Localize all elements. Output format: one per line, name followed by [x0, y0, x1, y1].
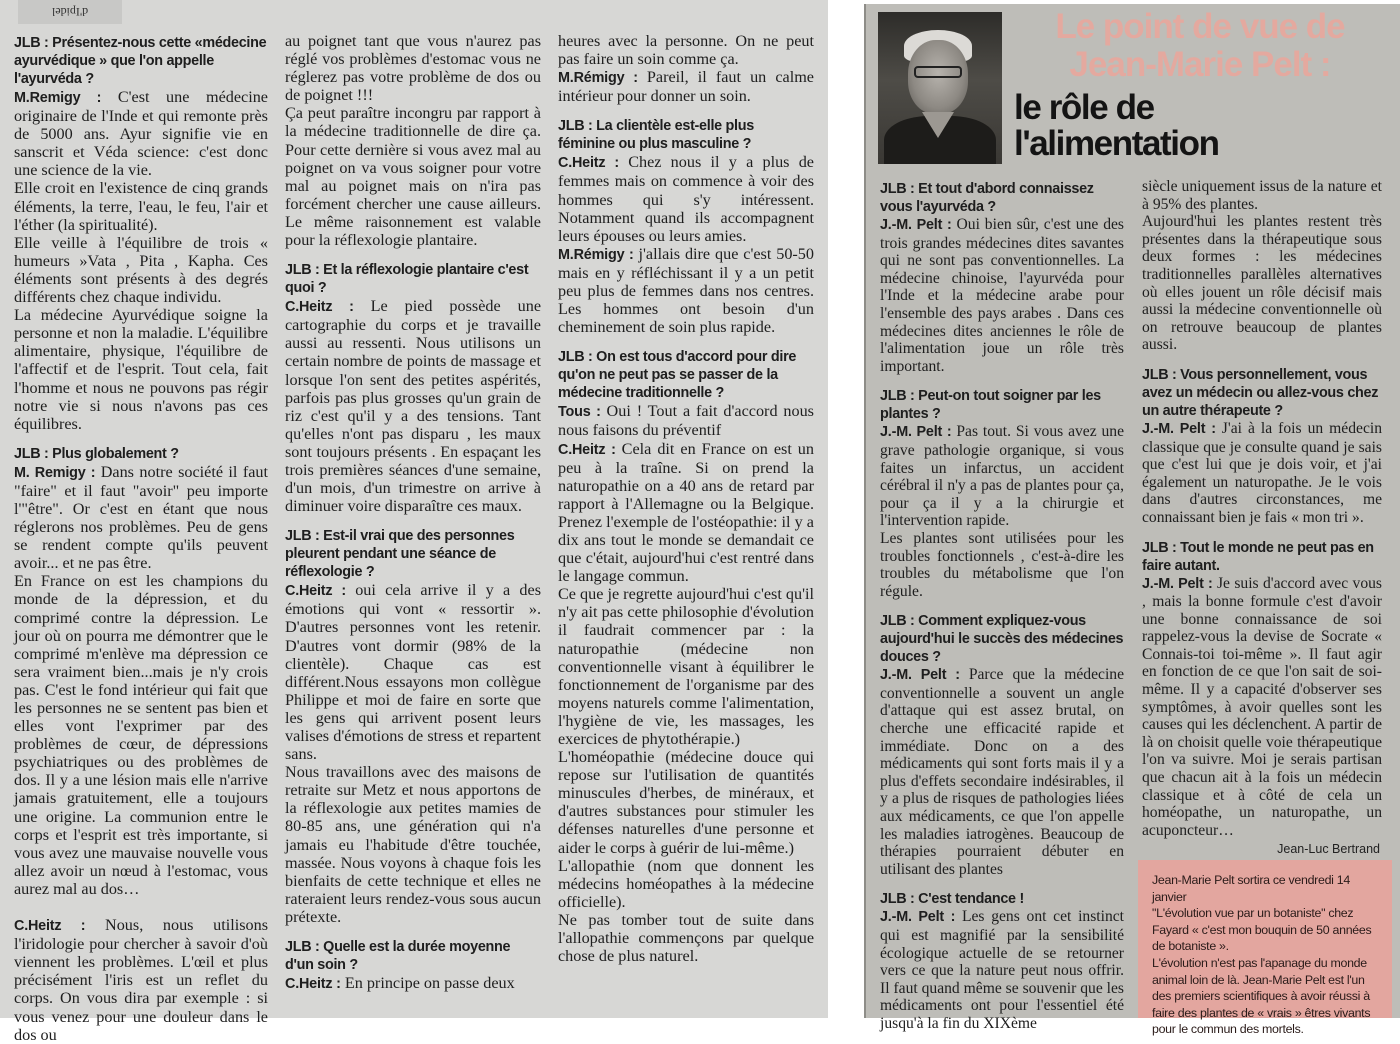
speaker-name: C.Heitz :: [285, 299, 354, 316]
column-4: [880, 180, 1124, 1033]
answer-text: Le pied possède une cartographie du corps et je travaille aussi au ressenti. Nous utilisons un certain nombre de points de massage et lorsque l'on sent des petites aspérités, parfois pas plus grosses qu'un grain de riz c'est qu'il y a des tensions. Tant qu'elles n'ont pas disparu , les maux sont toujours présents . En espaçant les trois premières séances d'une semaine, d'un mois, d'un trimestre on arrive à diminuer voire disparaître ces maux.: [285, 297, 541, 516]
paragraph: La médecine Ayurvédique soigne la personne et non la maladie. L'équilibre alimentaire, physique, l'équilibre de l'affectif et de l'esprit. Tout cela, fait l'homme et nous ne pouvons pas régir notre vie si nous n'avons pas ces équilibres.: [14, 306, 268, 433]
interview-answer: [1142, 420, 1382, 527]
interview-answer: [14, 916, 268, 1044]
paragraph: Ne pas tomber tout de suite dans l'allopathie commençons par quelque chose de plus naturel.: [558, 910, 814, 966]
speaker-name: M.Rémigy :: [558, 246, 634, 263]
interview-question: JLB : Et la réflexologie plantaire c'est quoi ?: [285, 262, 529, 297]
paragraph: Aujourd'hui les plantes restent très présentes dans la thérapeutique sous deux formes : les médecines traditionnelles parallèles alternatives où elles jouent un rôle décisif mais aussi la médecine conventionnelle où on retrouve beaucoup de plantes aussi.: [1142, 213, 1382, 354]
interview-answer: [880, 666, 1124, 878]
answer-text: C'est une médecine originaire de l'Inde et qui remonte près de 5000 ans. Ayur signifie vie en sanscrit et Véda science: c'est donc une science de la vie.: [14, 88, 268, 180]
answer-text: Oui bien sûr, c'est une des trois grandes médecines dites savantes qui ne sont pas conventionnelles. La médecine chinoise, l'ayurvéda pour l'Inde et la médecine arabe pour l'ensemble des pays arabes . Dans ces médecines dites anciennes le rôle de l'alimentation joue un rôle très important.: [880, 216, 1124, 375]
column-2: [285, 32, 541, 993]
column-3: [558, 32, 814, 965]
paragraph: heures avec la personne. On ne peut pas faire un soin comme ça.: [558, 32, 814, 69]
interview-question: JLB : Quelle est la durée moyenne d'un soin ?: [285, 939, 511, 974]
speaker-name: J.-M. Pelt :: [1142, 420, 1216, 437]
interview-answer: [285, 297, 541, 515]
speaker-name: J.-M. Pelt :: [880, 424, 952, 441]
speaker-name: J.-M. Pelt :: [1142, 575, 1213, 592]
paragraph: au poignet tant que vous n'aurez pas réglé vos problèmes d'estomac vous ne réglerez pas votre problème de dos ou de poignet !!!: [285, 32, 541, 105]
answer-text: Parce que la médecine conventionnelle a souvent un angle d'attaque qui est assez brutal, on cherche une efficacité rapide et immédiate. Donc on a des médicaments qui sont forts mais il y a plus d'effets secondaire indésirables, il y a plus de risques de pathologies liées aux médicaments, ce que l'on appelle les maladies iatrogènes. Beaucoup de thérapies pourraient débuter en utilisant des plantes: [880, 666, 1124, 878]
interview-question: JLB : Et tout d'abord connaissez vous l'ayurvéda ?: [880, 181, 1094, 215]
speaker-name: C.Heitz :: [285, 976, 341, 993]
interview-answer: [558, 153, 814, 244]
interview-question: JLB : Présentez-nous cette «médecine ayurvédique » que l'on appelle l'ayurvéda ?: [14, 35, 267, 87]
interview-question: JLB : Comment expliquez-vous aujourd'hui le succès des médecines douces ?: [880, 613, 1124, 666]
paragraph: L'homéopathie (médecine douce qui repose sur l'utilisation de quantités minuscules d'herbes, de minéraux, et d'autres substances pour stimuler les défenses naturelles d'une personne et aider le corps à guérir de lui-même.): [558, 748, 814, 857]
speaker-name: Tous :: [558, 404, 601, 421]
answer-text: Dans notre société il faut "faire" et il faut "avoir" peu importe l'"être". Or c'est en étant que nous réglerons nos problèmes. Peu de gens se rendent compte qu'ils peuvent avoir... et ne pas être.: [14, 462, 268, 573]
interview-answer: [285, 974, 541, 993]
interview-question: JLB : Est-il vrai que des personnes pleurent pendant une séance de réflexologie ?: [285, 528, 515, 581]
answer-text: Cela dit en France on est un peu à la traîne. Si on prend la naturopathie on a 40 ans de retard par rapport à l'Allemagne ou la Belgique. Prenez l'exemple de l'ostéopathie: il y a dix ans tout le monde se demandait ce que c'était, aujourd'hui c'est rentré dans le langage commun.: [558, 439, 814, 586]
answer-text: j'allais dire que c'est 50-50 mais en y réfléchissant il y a un petit peu plus de femmes dans nos centres. Les hommes ont besoin d'un cheminement de soin plus rapide.: [558, 244, 814, 337]
speaker-name: M.Remigy :: [14, 90, 102, 106]
book-promo-box: [1138, 860, 1392, 1037]
answer-text: En principe on passe deux: [340, 974, 515, 993]
paragraph: Ça peut paraître incongru par rapport à la médecine traditionnelle de dire ça. Pour cette dernière si vous avez mal au poignet on va vous soigner pour votre mal au poignet mais on n'ira pas forcément chercher une cause ailleurs. Le même raisonnement est valable pour la réflexologie plantaire.: [285, 104, 541, 250]
speaker-name: J.-M. Pelt :: [880, 217, 952, 233]
interview-question: JLB : La clientèle est-elle plus féminine ou plus masculine ?: [558, 118, 754, 153]
interview-answer: [14, 463, 268, 573]
paragraph: L'allopathie (nom que donnent les médecins homéopathes à la médecine officielle).: [558, 856, 814, 911]
speaker-name: C.Heitz :: [285, 583, 346, 600]
headline-title: le rôle de l'alimentation: [1014, 88, 1219, 163]
paragraph-gap: [14, 898, 268, 916]
interview-question: JLB : C'est tendance !: [880, 891, 1024, 908]
answer-text: Chez nous il y a plus de femmes mais on commence à voir des hommes qui s'y intéressent. Notamment quand ils accompagnent leurs épouses ou leurs amies.: [558, 153, 814, 245]
speaker-name: J.-M. Pelt :: [880, 909, 956, 926]
promo-line: Fayard « c'est mon bouquin de 50 années de botaniste ».: [1152, 922, 1372, 954]
speaker-name: M.Rémigy :: [558, 70, 638, 87]
answer-text: Oui ! Tout a fait d'accord nous nous faisons du préventif: [558, 402, 814, 440]
interview-answer: [1142, 575, 1382, 840]
interview-question: JLB : Vous personnellement, vous avez un médecin ou allez-vous chez un autre thérapeute ?: [1142, 366, 1379, 419]
interview-answer: [880, 216, 1124, 375]
answer-text: Pas tout. Si vous avez une grave pathologie organique, si vous faites un infarctus, un accident cérébral il n'y a pas de plantes pour ça, pour ça il y a la chirurgie et l'intervention rapide.: [880, 423, 1124, 530]
answer-text: Je suis d'accord avec vous , mais la bonne formule c'est d'avoir une bonne connaissance de soi rappelez-vous la devise de Socrate « Connais-toi toi-même ». Il faut agir en fonction de ce que l'on sait de soi-même. Il y a capacité d'observer ses symptômes, à avoir quelles sont les causes qui les déclenchent. A partir de là on choisit quelle voie thérapeutique l'on va suivre. Moi je serais partisan que chacun ait à la fois un médecin classique et à côté de cela un homéopathe, un naturopathe, un acuponcteur…: [1142, 574, 1382, 839]
answer-text: Les gens ont cet instinct qui est magnifié par la sensibilité écologique actuelle de se retourner vers ce que la nature peut nous offrir. Il faut quand même se souvenir que les médicaments ont pour l'essentiel été jusqu'à la fin du XIXème: [880, 908, 1125, 1032]
column-5: [1142, 178, 1382, 839]
answer-text: J'ai à la fois un médecin classique que je consulte quand je sais que c'est lui que je dois voir, et j'ai également un naturopathe. Je le vois dans d'autres circonstances, me connaissant bien je fais « mon tri ».: [1142, 419, 1382, 526]
speaker-name: C.Heitz :: [14, 918, 86, 935]
interview-answer: [880, 908, 1124, 1032]
speaker-name: M. Remigy :: [14, 464, 96, 481]
interview-answer: [558, 402, 814, 439]
paragraph: Les plantes sont utilisées pour les troubles fonctionnels , c'est-à-dire les troubles du métabolisme que l'on régule.: [880, 529, 1124, 600]
paragraph: En France on est les champions du monde de la dépression, et du comprimé contre la dépression. Le jour où on pourra me démontrer que le comprimé m'enlève ma dépression ce sera vraiment bien...mais je n'y crois pas. C'est le fond intérieur qui fait que les personnes ne se sentent pas bien et elles vont l'exprimer par des problèmes de cœur, de dépressions psychiatriques ou des problèmes de dos. Il y a une lésion mais elle n'arrive jamais gratuitement, elle a toujours une origine. La communion entre le corps et l'esprit est très importante, si vous avez une mauvaise nouvelle vous allez avoir un nœud à l'estomac, vous aurez mal au dos…: [14, 572, 268, 898]
answer-text: Pareil, il faut un calme intérieur pour donner un soin.: [558, 68, 814, 106]
answer-text: Nous, nous utilisons l'iridologie pour chercher à savoir d'où viennent les problèmes. L'œil et plus précisément l'iris est un reflet du corps. On vous dira par exemple : si vous venez pour une douleur dans le dos ou: [14, 916, 268, 1044]
interview-question: JLB : Peut-on tout soigner par les plantes ?: [880, 388, 1101, 423]
paragraph: Elle veille à l'équilibre de trois « humeurs »Vata , Pita , Kapha. Ces éléments sont présents à des degrés différents chez chaque individu.: [14, 233, 268, 307]
interview-answer: [880, 423, 1124, 530]
promo-line: Jean-Marie Pelt sortira ce vendredi 14 janvier: [1152, 873, 1350, 904]
interview-answer: [285, 581, 541, 763]
speaker-name: C.Heitz :: [558, 441, 616, 458]
interview-answer: [558, 440, 814, 586]
speaker-name: C.Heitz :: [558, 155, 619, 172]
promo-line: "L'évolution vue par un botaniste" chez: [1152, 906, 1354, 921]
portrait-photo: [878, 12, 1002, 164]
paragraph: siècle uniquement issus de la nature et à 95% des plantes.: [1142, 178, 1382, 213]
portrait-glasses: [914, 66, 962, 78]
headline-overline: Le point de vue de Jean-Marie Pelt :: [1055, 7, 1345, 84]
column-1: [14, 34, 268, 1044]
torn-header-text: d'Ipidel: [18, 0, 122, 24]
answer-text: oui cela arrive il y a des émotions qui vont « ressortir ». D'autres personnes vont les retenir. D'autres vont dormir (98% de la clientèle). Chaque cas est différent.Nous essayons mon collègue Philippe et moi de faire en sorte que les gens qui arrivent posent leurs valises d'émotions de stress et repartent sans.: [285, 581, 541, 764]
paragraph: Elle croit en l'existence de cinq grands éléments, la terre, l'eau, le feu, l'air et l'éther (la spiritualité).: [14, 179, 268, 234]
interview-answer: [558, 68, 814, 105]
paragraph: Ce que je regrette aujourd'hui c'est qu'il n'y ait pas cette philosophie d'évolution il faudrait commencer par : la naturopathie (médecine non conventionnelle visant à équilibrer le fonctionnement de l'organisme par des moyens naturels comme l'alimentation, l'hygiène de vie, les massages, les exercices de phytothérapie.): [558, 585, 814, 748]
interview-answer: [14, 88, 268, 179]
interview-question: JLB : On est tous d'accord pour dire qu'on ne peut pas se passer de la médecine traditionnelle ?: [558, 349, 797, 402]
author-signature: Jean-Luc Bertrand: [1277, 842, 1380, 856]
interview-question: JLB : Plus globalement ?: [14, 445, 179, 462]
speaker-name: J.-M. Pelt :: [880, 667, 960, 684]
paragraph: Nous travaillons avec des maisons de retraite sur Metz et nous apportons de la réflexologie aux petites mamies de 80-85 ans, une génération qui n'a jamais eu l'habitude d'être touchée, massée. Nous voyons à chaque fois les bienfaits de cette technique et elles ne rateraient leurs rendez-vous sous aucun prétexte.: [285, 763, 541, 926]
promo-line: L'évolution n'est pas l'apanage du monde animal loin de là. Jean-Marie Pelt est l'un des premiers scientifiques à avoir réussi à faire des plantes de « vrais » êtres vivants pour le commun des mortels.: [1152, 955, 1371, 1037]
interview-answer: [558, 245, 814, 336]
interview-question: JLB : Tout le monde ne peut pas en faire autant.: [1142, 539, 1374, 574]
